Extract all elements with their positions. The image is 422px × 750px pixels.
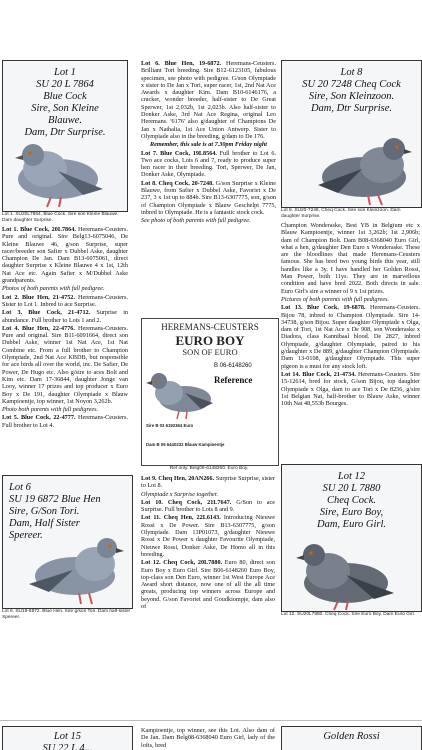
lot-2-entry: Lot 2. Blue Hen, 21-4752. Heremans-Ceusters. Sister to Lot 1. Inbred to ace Surprise. (2, 293, 128, 308)
ad-ring-number: B 06-6148260 (214, 363, 252, 369)
lot-10-entry: Lot 10. Cheq Cock, 21L7647. G/Son to ace Surprise. Full brother to Lots 8 and 9. (141, 498, 275, 514)
lot-15-photo-label: Lot 15 SU 22 L 4... (42, 731, 93, 750)
lot-8-caption: Lot 8. SU20-7248, Cheq Cock. Sire son Kleinzoon. Dam daughter Surprise. (281, 208, 401, 219)
lot-6-photo-label: Lot 6 SU 19 6872 Blue Hen Sire, G/Son Tori. Dam, Half Sister Spereer. (9, 482, 101, 541)
lot-9-entry: Lot 9. Cheq Hen, 20AN266. Surprise Surprise, sister to Lot 8. (141, 475, 275, 490)
lot-14-entry: Lot 14. Blue Cock, 21-4734. Heremans-Ceusters. Sire 15-12614, bred for stock, G/son Bijou, top daughter Olympiade x Olga, dam to ace Tori x De 8256, g/sire 1st Belgian Nat, half-brother to Blauw Aske, winner 10th Nat 48,553b Bourges. (281, 370, 420, 408)
lot-1-caption: Lot 1. SU20L7864, Blue Cock. Sire son Kleine Blauwe. Dam daughter Surprise. (2, 212, 119, 223)
euro-girl-entry: Champion Wonderaske, Best YB in Belgium etc x Blauw Kampioentje, winner 1st 3,262b; 1st 2,906b; dam of Champion Bolt. Dam B08-6368040 Euro Girl, what a hen, g/daughter Den Euro x Wonderaske. These are the bloodlines that made Heremans-Ceusters famous. She has bred two young birds this year, still handles like a 3y. I have handled her Golden Rossi, Man Power, both 11ys. They are in marvellous condition and have bred 2022. Both directs in sale. Euro Girl's sire a winner of 9 x 1st prizes. (281, 222, 420, 295)
sale-time-notice: Remember, this sale is at 7.30pm Friday night (149, 141, 268, 149)
pigeon-illustration (3, 476, 132, 608)
lot-6-photo (2, 475, 133, 609)
ad-title-breeder: HEREMANS-CEUSTERS (161, 322, 259, 332)
lot-8-photo-note: See photo of both parents with full pedigree. (141, 217, 251, 225)
pigeon-illustration (3, 61, 127, 211)
golden-rossi-photo-label: Golden Rossi (323, 731, 380, 742)
lot-11-entry: Lot 11. Cheq Hen, 22L6143. Introducing Nieuwe Rossi x De Power. Sire B13-6307775, g/son Olympiade. Dam 13P01073, g/daughter Nieuwe Rossi x De Power x daughter Favourite Olympiade, Nieuwe Rossi, Donker Aske, De Homo all in this breeding. (141, 514, 275, 558)
lot-4-photo-note: Photo both parents with full pedigrees. (2, 406, 99, 414)
lot-12-photo-note: Pictures of both parents with full pedigrees. (281, 295, 390, 303)
pigeon-illustration (282, 465, 421, 611)
lot-3-entry: Lot 3. Blue Cock, 21-4712. Surprise in abundance. Full brother to Lots 1 and 2. (2, 309, 129, 324)
ad-sire-line: Sire B 03 6192364 Euro (146, 423, 194, 428)
lot-6-entry: Lot 6. Blue Hen, 19-6872. Heremans-Ceusters. Brilliant Tori breeding. Sire B12-6123105, fabulous specimen, see photo with pedigree. G/son Olympiade x sister to De Jan x Tori, super racer, 1st, 2nd Nat Ace Awards x daughter Kim. Dam B10-6146176, a cracker, wonder breeder, half-sister to De Great Sperwer, 1st 2,032b, 1st 2,023b. Also half-sister to Donker Aske, 3rd Nat Ace Regina, original Leo Heremans. '6176' also g/daughter of Champions De Jan x Nathalia, 1st Ace Union Antwerp. Sister to Olympiade also in the breeding, g/dam to De 176. (141, 60, 276, 140)
golden-rossi-photo (281, 726, 422, 750)
ad-title-bird: EURO BOY (175, 333, 245, 348)
euro-boy-reference-box (141, 318, 279, 466)
lot-5-entry: Lot 5. Blue Cock, 22-4777. Heremans-Ceusters. Full brother to Lot 4. (2, 414, 128, 429)
ad-dam-line: Dam B 06 6440232 Blauw Kampioentje (146, 442, 225, 447)
column-2 (141, 60, 276, 226)
section-divider (0, 720, 422, 721)
lot-7-entry: Lot 7. Blue Cock, 19L8564. Full brother to Lot 6. Two ace cocks, Lots 6 and 7, ready to produce super hen racer in their breeding. Tori, Sperwer, De Jan, Donker Aske, Olympiade. (141, 149, 276, 179)
lot-12-caption: Lot 12. SU20L7880. Cheq Cock. Sire Euro Boy. Dam Euro Girl. (281, 612, 416, 617)
lot-9-note: Olympiade x Surprise together. (141, 490, 218, 498)
lot-12-entry: Lot 12. Cheq Cock, 20L7880. Euro 80, direct son Euro Boy x Euro Girl. Sire B06-6148260 Euro Boy, top-class son Den Euro, winner 1st West Europe Ace Award short distance, now one of all the all time greats, producing top winners across Europe and beyond. G/son Favoriet and Goudkiompje, dam also of (141, 559, 275, 611)
lot-1-photo-note: Photos of both parents with full pedigree. (2, 285, 105, 293)
lot-8-entry: Lot 8. Cheq Cock, 20-7248. G/son Surprise x Kleine Blauwe, from Safier x Dubbel Aske, Favoriet x De 237, 3 x 1st up to 884b. Sire B13-6307775, son, g/son of Champion Olympiade x Blauw Geschelpt 7775, inbred to Olympiade. He is a fantastic stock cock. (141, 179, 276, 216)
lot-15-photo (2, 726, 133, 750)
lot-1-photo-label: Lot 1 SU 20 L 7864 Blue Cock Sire, Son Kleine Blauwe. Dam, Dtr Surprise. (24, 67, 106, 138)
column-1 (2, 226, 128, 430)
lot-12-photo (281, 464, 422, 612)
lot-8-photo (281, 60, 422, 208)
lot-12-photo-label: Lot 12 SU 20 L 7880 Cheq Cock. Sire, Euro Boy, Dam, Euro Girl. (316, 471, 387, 530)
lot-1-entry: Lot 1. Blue Cock, 20L7864. Heremans-Ceusters. Pure and original. Sire Belg13-6075046, De Kleine Blauwe 46, g/son Surprise, super racer/breeder son Safier x Dubbel Aske, daughter Champion De Jan. Dam B13-6075061, direct daughter Surprise x Kleine Blauwe 4 x 1st, 12th Nat Ace etc. Again Safier x M/Dubbel Aske grandparents. (2, 226, 128, 285)
euro-boy-caption: Ref only. Belg06-6148260. Euro Boy. (169, 466, 249, 471)
lot-13-entry: Lot 13. Blue Cock, 19-6878. Heremans-Ceusters. Bijou 78, inbred to Champion Olympiade. Sire 14-34738, g/son Bijou. Super daughter Olympiade x Olga, dam of Tori, 1st Nat Ace x De 908, son Wonderaske x Diadora, class Kannibaal blood. De 2827, inbred Olympiade, g/daughter Olympiade, paired to his g/daughter x De 889, g/daughter Champion Olympiade. Dam 13-0108, g/daughter Olympiade. This super pigeon is a must for any stock loft. (281, 304, 421, 370)
lot-6-caption: Lot 6. SU19-6872. Blue Hen. Sire g/son Tori. Dam half-sister Spereer. (2, 609, 131, 620)
column-3 (281, 222, 420, 408)
pigeon-illustration (282, 61, 421, 207)
lot-4-entry: Lot 4. Blue Hen, 22-4776. Heremans-Ceusters. Pure and original. Sire B11-6091664, direct son Dubbel Aske, winner 1st Nat Ace, 1st Nat Combine etc. From a full brother to Champion Olympiade, 2nd Nat Ace KBDB, but responsible for ace birds all over the world, inc. De Safier, De Power, De Hugo etc. Also g/sire to aces Bolt and Kim etc. Dam 17-36844, daughter Jonge van Looy, winner 17 prizes and top producer x Euro Boy x De 191, daughter Olympiade x Blauw Kampioentje, top winner, 1st Noyon 3,262b. (2, 324, 128, 405)
bottom-continuation-text: Kampioentje, top winner, see this Lot. Also dam of De Jan. Dam Belg08-6368040 Euro Girl, lady of the lofts, bred (141, 727, 275, 749)
ad-subtitle: SON OF EURO (182, 347, 238, 357)
pigeon-illustration (145, 359, 215, 421)
lot-1-photo (2, 60, 128, 212)
column-2-lower (141, 475, 275, 611)
lot-8-photo-label: Lot 8 SU 20 7248 Cheq Cock Sire, Son Kleinzoon. Dam, Dtr Surprise. (302, 67, 401, 114)
ad-reference-label: Reference (214, 375, 253, 385)
